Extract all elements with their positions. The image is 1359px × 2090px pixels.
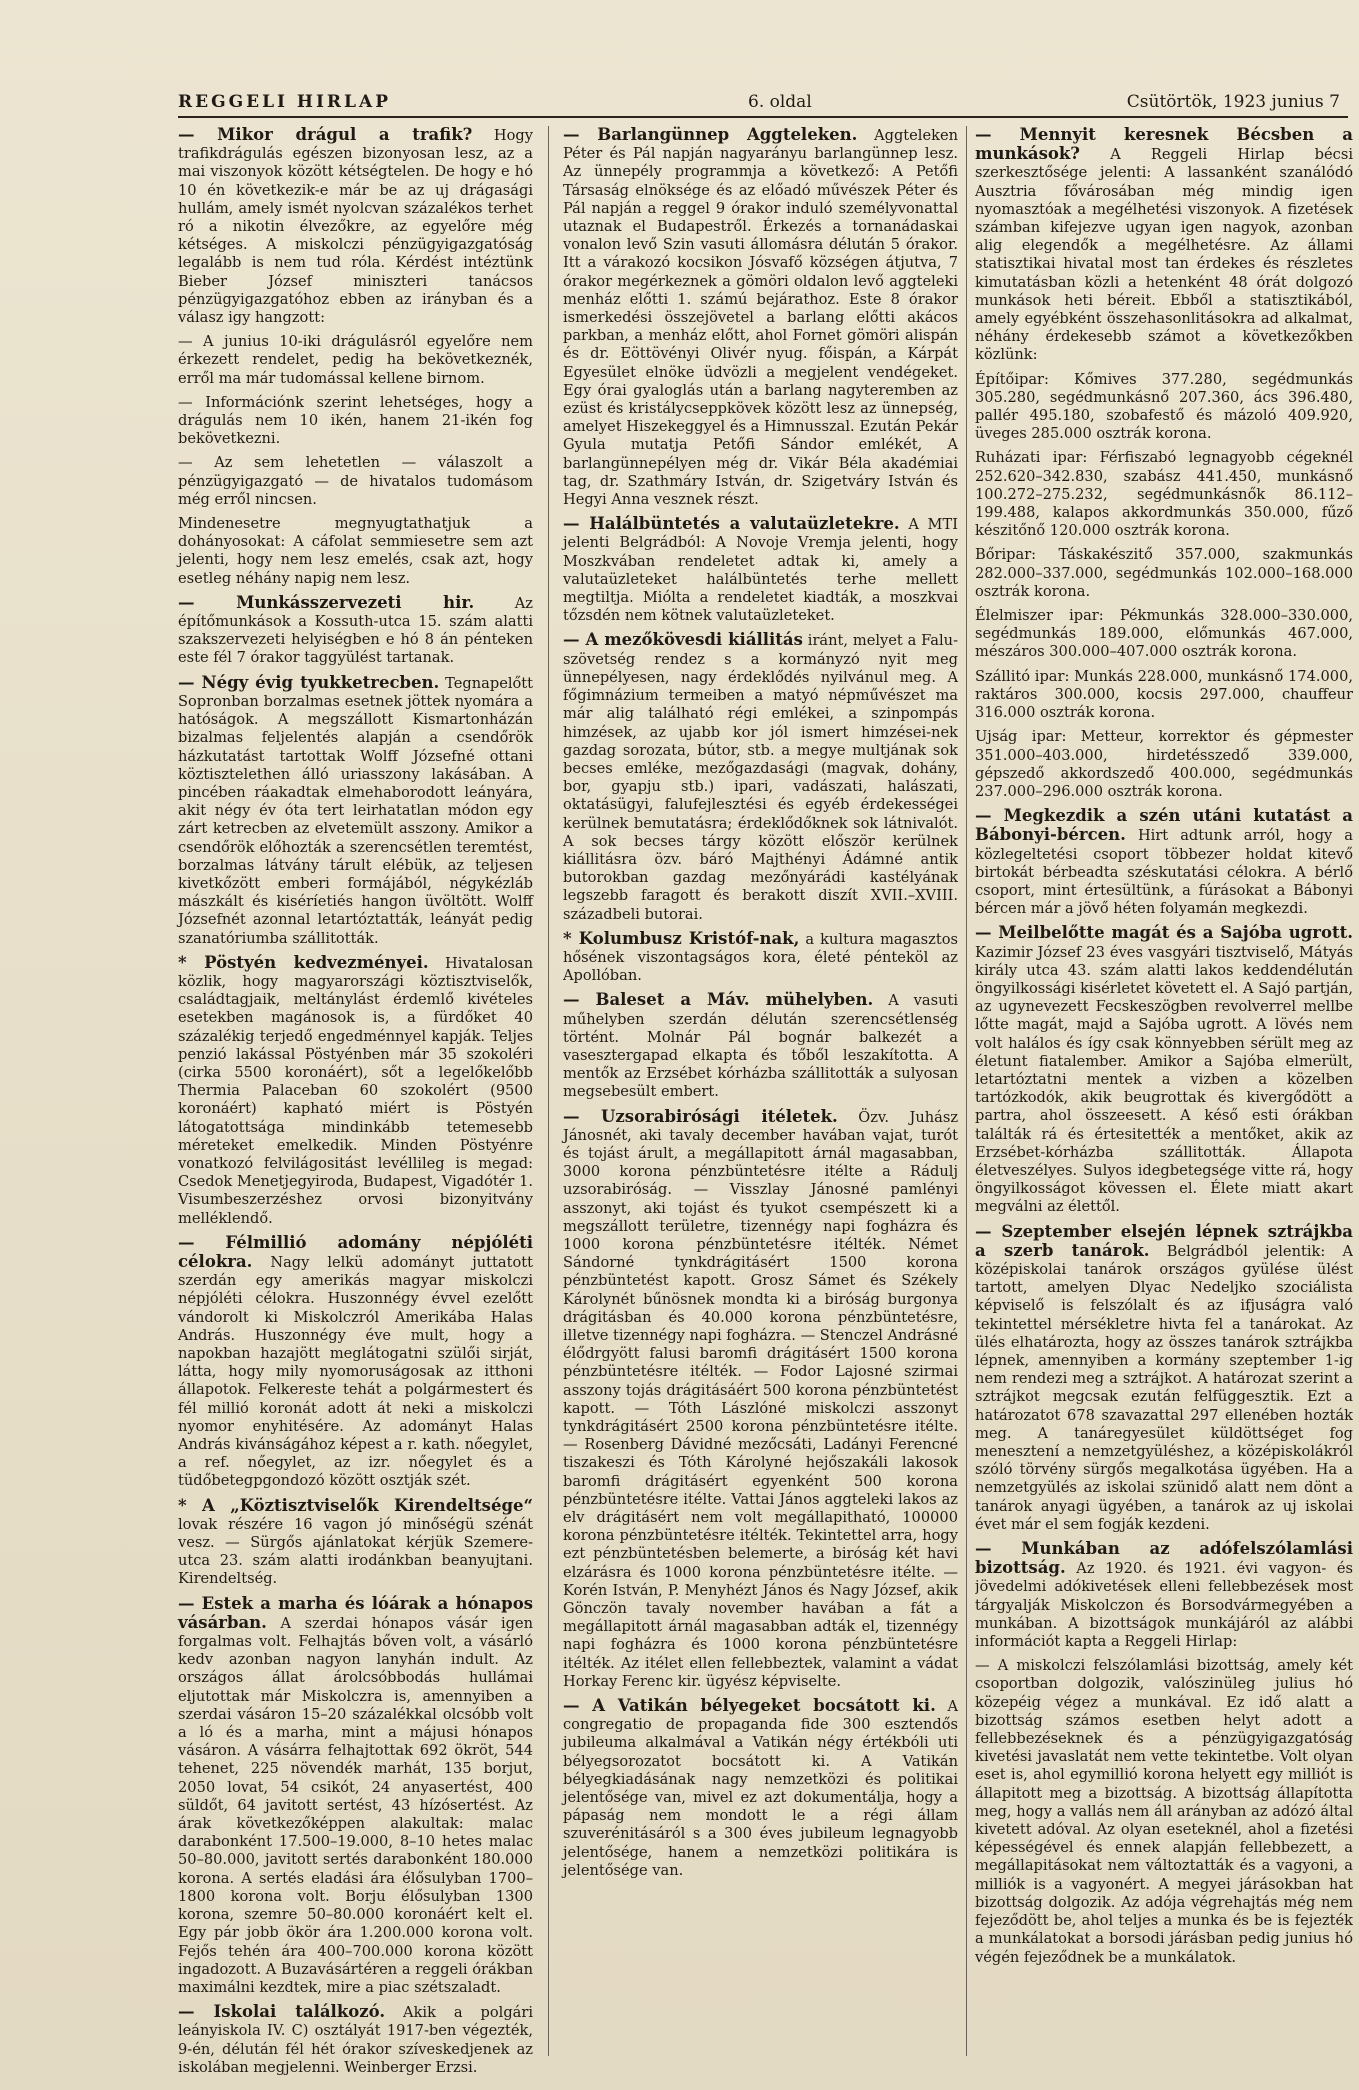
article <box>563 1697 958 1880</box>
article-headline: — Négy évig tyukketrecben. <box>178 672 440 692</box>
article <box>178 594 533 668</box>
article <box>178 1497 533 1589</box>
article-body: iránt, melyet a Falu-szövetség rendez s a kormányzó nyit meg ünnepélyesen, nagy érdeklődés nyilvánul meg. A főgimnázium termeiben a matyó népművészet ma már alig található régi emlékei, a szinpompás himzések, az ujabb kor jól ismert himzései-nek gazdag sorozata, bútor, stb. a megye multjának sok becses emléke, mezőgazdasági (magvak, dohány, bor, gyapju stb.) ipari, vadászati, halászati, oktatásügyi, falufejlesztési és egyéb érdekességei kerülnek bemutatásra; érdeklődőknek sok látnivalót. A sok becses tárgy között először kerülnek kiállitásra özv. báró Majthényi Ádámné antik butorokban gazdag mezőnyárádi kastélyának legszebb faragott és berakott diszít XVII.–XVIII. századbeli butorai. <box>563 632 958 923</box>
article <box>975 371 1353 444</box>
article <box>563 991 958 1101</box>
article-headline: — Mennyit keresnek Bécsben a munkások? <box>975 126 1353 164</box>
article-headline: * Kolumbusz Kristóf-nak, <box>563 928 800 948</box>
article-body: Hivatalosan közlik, hogy magyarországi köztisztviselők, családtagjaik, meltánylást érdemlő kivételes esetekben magánosok is, a fürdőket 40 százalékig terjedő engedménnyel kapják. Teljes penzió lakással Pöstyénben már 35 szokoléri (cirka 5500 koronáért), sőt a legelőkelőbb Thermia Palaceban 60 szokolért (9500 koronáért) kapható miért is Pöstyén látogatottsága mindinkább tetemesebb méreteket emelkedik. Minden Pöstyénre vonatkozó felvilágositást levéllileg is megad: Csedok Menetjegyiroda, Budapest, Vigadótér 1. Visumbeszerzéshez orvosi bizonyitvány melléklendő. <box>178 954 533 1227</box>
article-headline: — Estek a marha és lóárak a hónapos vásárban. <box>178 1593 533 1632</box>
article <box>975 607 1353 662</box>
article-body: A szerdai hónapos vásár igen forgalmas volt. Felhajtás bőven volt, a vásárló kedv azonban nagyon lanyhán indult. Az országos állat árolcsóbbodás hullámai eljutottak már Miskolczra is, amennyiben a szerdai vásáron 15–20 százalékkal olcsóbb volt a ló és a marha, mint a májusi hónapos vásáron. A vásárra felhajtottak 692 ökröt, 544 tehenet, 225 növendék marhát, 135 borjut, 2050 lovat, 54 csikót, 24 anyasertést, 400 süldőt, 64 javitott sertést, 43 hízósertést. Az árak következőképpen alakultak: malac darabonként 17.500–19.000, 8–10 hetes malac 50–80.000, javitott sertés darabonként 180.000 korona. A sertés eladási ára élősulyban 1700–1800 korona volt. Borju élősulyban 1300 korona, szemre 50–80.000 koronáért kelt el. Egy pár jobb ökör ára 1.200.000 korona volt. Fejős tehén ára 400–700.000 korona között ingadozott. A Buzavásártéren a reggeli órákban maximálni kezdtek, mire a piac szétszaladt. <box>178 1614 534 1996</box>
column-2 <box>563 126 958 1886</box>
article-body: A MTI jelenti Belgrádból: A Novoje Vremja jelenti, hogy Moszkvában rendeletet adtak ki, amely a valutaüzleteket halálbüntetés terhe mellett megtiltja. Miólta a rendeletet kiadták, a moszkvai tőzsdén nem kötnek valutaüzleteket. <box>563 516 959 625</box>
article <box>178 454 533 509</box>
column-divider <box>548 126 549 2056</box>
article-headline: — Iskolai találkozó. <box>178 2002 386 2022</box>
article-body: Ujság ipar: Metteur, korrektor és gépmester 351.000–403.000, hirdetésszedő 339.000, gépszedő akkordszedő 400.000, segédmunkás 237.000–296.000 osztrák korona. <box>975 728 1353 800</box>
article <box>975 924 1353 1216</box>
article-body: Az építőmunkások a Kossuth-utca 15. szám alatti szakszervezeti helyiségben e hó 8 án pénteken este fél 7 órakor taggyülést tartanak. <box>178 594 533 667</box>
article-body: Hogy trafikdrágulás egészen bizonyosan lesz, az a mai viszonyok között kétségtelen. De hogy e hó 10 én következik-e már be az uj drágasági hullám, amely ismét nyolcvan százalékos terhet ró a nikotin élvezőkre, az egyelőre még kétséges. A miskolczi pénzügyigazgatóság legalább is nem tud róla. Kérdést intéztünk Bieber József miniszteri tanácsos pénzügyigazgatóhoz ebben az irányban és a válasz igy hangzott: <box>178 127 533 327</box>
article-headline: — Munkásszervezeti hir. <box>178 592 475 612</box>
article <box>975 546 1353 601</box>
article-headline: — Munkában az adófelszólamlási bizottság. <box>975 1539 1353 1578</box>
article-body: Élelmiszer ipar: Pékmunkás 328.000–330.000, segédmunkás 189.000, előmunkás 467.000, mészáros 300.000–407.000 osztrák korona. <box>975 607 1353 661</box>
article <box>178 674 533 948</box>
article <box>178 2003 533 2077</box>
article-headline: — Uzsorabirósági itéletek. <box>563 1106 838 1126</box>
article-headline: — Szeptember elsején lépnek sztrájkba a szerb tanárok. <box>975 1221 1353 1260</box>
article-body: Bőripar: Táskakészitő 357.000, szakmunkás 282.000–337.000, segédmunkás 102.000–168.000 osztrák korona. <box>975 546 1353 600</box>
article <box>975 126 1353 365</box>
article-body: — A miskolczi felszólamlási bizottság, amely két csoportban dolgozik, valószinüleg julius hó közepéig végez a munkával. Ez idő alatt a bizottság számos esetben helyt adott a fellebbezéseknek és a pénzügyigazgatóság kivetési javaslatát nem vette tekintetbe. Volt olyan eset is, ahol egymillió korona helyett egy milliót is állapitott meg a bizottság. A bizottság állapította meg, hogy a vallás nem áll arányban az adózó által kivetett adóval. Az olyan eseteknél, ahol a fizetési képességével és ennek alapján fellebbezett, a megállapitásokat nem változtatták és a vagyoni, a milliók is a vagyonért. A megyei járásokban hat bizottság dolgozik. Az adója végrehajtás még nem fejeződött be, ahol teljes a munka és be is fejezték a munkálatokat a borsodi járásban pedig junius hó végén fejeződnek be a munkálatok. <box>975 1657 1353 1966</box>
article-headline: * A „Köztisztviselők Kirendeltsége“ <box>178 1495 533 1515</box>
newspaper-title: REGGELI HIRLAP <box>178 92 391 112</box>
page-number: 6. oldal <box>748 92 812 112</box>
column-3 <box>975 126 1353 2066</box>
article-body: Nagy lelkü adományt juttatott szerdán egy amerikás magyar miskolczi népjóléti célokra. Huszonnégy évvel ezelőtt vándorolt ki Miskolczról Amerikába Halas András. Huszonnégy éve mult, hogy a napokban hazajött meglátogatni szülői sirját, látta, hogy mily nyomoruságosak az itthoni állapotok. Felkereste tehát a polgármestert és fél millió koronát adott át neki a miskolczi nyomor enyhitésére. Az adományt Halas András kivánságához képest a r. kath. nőegylet, a ref. nőegylet, az izr. nőegylet és a tüdőbetegpgondozó között osztják szét. <box>178 1253 533 1490</box>
article-body: Özv. Juhász Jánosnét, aki tavaly december havában vajat, turót és tojást árult, a megállapitott árnál magasabban, 3000 korona pénzbüntetésre itélte a Rádulj uzsorabiróság. — Visszlay Jánosné pamlényi asszonyt, aki tojást és tyukot csempészett ki a megszállott területre, tizennégy napi fogházra és 1000 korona pénzbüntetésre itélték. Német Sándorné tynkdrágitásért 1500 korona pénzbüntetést kapott. Grosz Sámet és Székely Károlynét bűnösnek mondta ki a biróság burgonya drágitásban és 40.000 korona pénzbüntetésre, illetve tizennégy napi fogházra. — Stenczel Andrásné élődrgyött falusi baromfi drágitásért 1500 korona pénzbüntetésre itélték. — Fodor Lajosné szirmai asszony tojás drágitásáért 500 korona pénzbüntetést kapott. — Tóth Lászlóné miskolczi asszonyt tynkdrágitásért 2500 korona pénzbüntetésre itélte. — Rosenberg Dávidné mezőcsáti, Ladányi Ferencné tiszakeszi és Tóth Károlyné hejőszakáli lakosok baromfi drágitásért egyenként 500 korona pénzbüntetésre itélte. Vattai János aggteleki lakos az elv drágitásért nem volt megállapitható, 100000 korona pénzbüntetésre itélték. Tekintettel arra, hogy ezt pénzbüntetésben belemerte, a biróság két havi elzárásra és 1000 korona pénzbüntetésre itélte. — Korén István, P. Menyhézt János és Nagy József, akik Gönczön tavaly november havában a fát a megállapitott árnál magasabban adták el, tizennégy napi fogházra és 1000 korona pénzbüntetésre itélték. Az itélet ellen fellebbeztek, valamint a vádat Horkay Ferenc kir. ügyész képviselte. <box>563 1108 959 1690</box>
article-body: — A junius 10-iki drágulásról egyelőre nem érkezett rendelet, pedig ha bekövetkeznék, erről ma már tudomással kellene birnom. <box>178 333 533 387</box>
article <box>975 449 1353 540</box>
article <box>178 954 533 1228</box>
article-headline: * Pöstyén kedvezményei. <box>178 952 429 972</box>
article <box>975 1223 1353 1534</box>
article-body: a kultura magasztos hősének viszontagságos kora, életé pénteköl az Apollóban. <box>563 930 958 985</box>
article-headline: — Megkezdik a szén utáni kutatást a Bábonyi-bércen. <box>975 806 1353 845</box>
article-body: A vasuti műhelyben szerdán délután szerencsétlenség történt. Molnár Pál bognár balkezét a vasesztergapad elkapta és tőből leszakította. A mentők az Erzsébet kórházba szállitották a sulyosan megsebesült embert. <box>563 992 958 1101</box>
article-headline: — Barlangünnep Aggteleken. <box>563 125 858 144</box>
article <box>178 333 533 388</box>
article <box>563 1108 958 1692</box>
column-1 <box>178 126 533 2083</box>
article <box>975 1657 1353 1966</box>
article-body: Hirt adtunk arról, hogy a közlegeltetési csoport többezer holdat kitevő birtokát bérbeadta széskutatási célokra. A bérlő csoport, mint értesültünk, a fúrásokat a Bábonyi bércen már a jövő héten folyamán megkezdi. <box>975 827 1353 918</box>
article <box>178 515 533 588</box>
article-headline: — A mezőkövesdi kiállitás <box>563 630 803 650</box>
article-body: Az 1920. és 1921. évi vagyon- és jövedelmi adókivetések elleni fellebbezések most tárgyalják Miskolczon és Borsodvármegyében a munkában. A bizottságok munkájáról az alábbi információt kapta a Reggeli Hirlap: <box>975 1560 1353 1651</box>
article-body: Ruházati ipar: Férfiszabó legnagyobb cégeknél 252.620–342.830, szabász 441.450, munkásnő 100.272–275.232, segédmunkásnők 86.112–199.488, kalapos akkordmunkás 350.000, fűző készitőnő 120.000 osztrák korona. <box>975 449 1353 540</box>
article-body: Aggteleken Péter és Pál napján nagyarányu barlangünnep lesz. Az ünnepély programmja a következő: A Petőfi Társaság elnöksége és az előadó művészek Péter és Pál napján a reggel 9 órakor induló személyvonattal utaznak el Budapestről. Érkezés a tornanádaskai vonalon levő Szin vasuti állomásra délután 5 órakor. Itt a várakozó kocsikon Jósvafő községen átjutva, 7 órakor megérkeznek a gömöri oldalon levő aggteleki menház előtti 1. számú bejárathoz. Este 8 órakor ismerkedési összejövetel a barlang előtti akácos parkban, a menház előtt, ahol Fornet gömöri alispán és dr. Eöttövényi Olivér nyug. főispán, a Kárpát Egyesület elnöke üdvözli a megjelent vendégeket. Egy órai gyaloglás után a barlang nagyteremben az ezüst és kristálycseppkövek között lesz az ünnepség, amelyet Hiszekeggyel és a Himnusszal. Ezután Pekár Gyula mutatja Petőfi Sándor emlékét, A barlangünnepélyen még dr. Vikár Béla akadémiai tag, dr. Szathmáry István, dr. Szigetváry István és Hegyi Anna vesznek részt. <box>563 127 958 509</box>
article-headline: — Félmillió adomány népjóléti célokra. <box>178 1232 533 1271</box>
article <box>178 126 533 327</box>
article <box>563 126 958 509</box>
column-divider <box>966 126 967 2056</box>
article-body: lovak részére 16 vagon jó minőségü szénát vesz. — Sürgős ajánlatokat kérjük Szemere-utca 23. szám alatti irodánkban beanyujtani. Kirendeltség. <box>178 1515 533 1588</box>
article <box>563 631 958 923</box>
article <box>975 807 1353 918</box>
article <box>178 394 533 449</box>
article <box>178 1595 533 1997</box>
article-body: — Információnk szerint lehetséges, hogy a drágulás nem 10 ikén, hanem 21-ikén fog bekövetkezni. <box>178 393 533 448</box>
masthead <box>178 88 1348 118</box>
article-body: A Reggeli Hirlap bécsi szerkesztősége jelenti: A lassanként szanálódó Ausztria fővárosában még mindig igen nyomasztóak a megélhetési viszonyok. A fizetések számban kifejezve ugyan igen nagyok, azonban alig elegendők a megélhetésre. Az állami statisztikai hivatal most tan érdekes és részletes kimutatásban közli a hetenként 48 órát dolgozó munkások heti béreit. Ebből a statisztikából, amely egyébként összehasonlitásokra ad alkalmat, néhány érdekesebb számot a következőkben közlünk: <box>975 146 1353 364</box>
article-body: Szállitó ipar: Munkás 228.000, munkásnő 174.000, raktáros 300.000, kocsis 297.000, chauffeur 316.000 osztrák korona. <box>975 667 1353 722</box>
article-headline: — Halálbüntetés a valutaüzletekre. <box>563 514 900 534</box>
article-body: Akik a polgári leányiskola IV. C) osztályát 1917-ben végezték, 9-én, délután fél hét órakor szíveskedjenek az iskolában megjelenni. Weinberger Erzsi. <box>178 2004 534 2076</box>
article-headline: — Mikor drágul a trafik? <box>178 125 473 144</box>
article-body: — Az sem lehetetlen — válaszolt a pénzügyigazgató — de hivatalos tudomásom még erről nincsen. <box>178 454 533 508</box>
article-body: Építőipar: Kőmives 377.280, segédmunkás 305.280, segédmunkásnő 207.360, ács 396.480, pallér 495.180, szobafestő és mázoló 409.920, üveges 285.000 osztrák korona. <box>975 370 1353 443</box>
article <box>178 1234 533 1491</box>
article <box>975 1540 1353 1651</box>
article <box>975 668 1353 723</box>
issue-date: Csütörtök, 1923 junius 7 <box>1126 92 1340 112</box>
article-body: Kazimir József 23 éves vasgyári tisztviselő, Mátyás király utca 43. szám alatti lakos keddendélután öngyilkossági kisérletet követett el. A Sajó partján, az ugynevezett Fecskeszögben revolverrel mellbe lőtte magát, majd a Sajóba ugrott. A lövés nem volt halálos és így csak könnyebben sérült meg az életunt fiatalember. Amikor a Sajóba elmerült, letartóztatni mentek a vizben a közelben tartózkodók, akik beugrottak és kivergődött a partra, ahol összeesett. A késő esti órákban találták rá és értesitették a mentőket, akik az Erzsébet-kórházba szállitották. Állapota életveszélyes. Sulyos idegbetegsége vitte rá, hogy öngyilkosságot kövessen el. Élete miatt akart megválni az élettől. <box>975 943 1353 1216</box>
article <box>563 515 958 625</box>
article-headline: — Meilbelőtte magát és a Sajóba ugrott. <box>975 923 1353 943</box>
article-body: Belgrádból jelentik: A középiskolai tanárok országos gyülése ülést tartott, amelyen Dlyac Nedeljko szociálista képviselő is felszólalt és az ifjuságra való tekintettel mérsékletre hivta fel a tanárokat. Az ülés elhatározta, hogy az összes tanárok sztrájkba lépnek, amennyiben a kormány szeptember 1-ig nem rendezi meg a sztrájkot. A határozat szerint a sztrájkot megcsak ezután felfüggesztik. Ezt a határozatot 678 szavazattal 297 ellenében hozták meg. A tanáregyesület küldöttséget fog menesztení a nemzetgyüléshez, a középiskolákról szóló törvény sürgős megalkotása ügyében. Ha a nemzetgyülés az iskolai szünidő alatt nem dönt a tanárok anyagi ügyében, a tanárok az uj iskolai évet már el sem fogják kezdeni. <box>975 1242 1353 1533</box>
article-body: Mindenesetre megnyugtathatjuk a dohányosokat: A cáfolat semmiesetre sem azt jelenti, hogy nem lesz emelés, csak azt, hogy esetleg néhány napig nem lesz. <box>178 515 533 587</box>
article-headline: — A Vatikán bélyegeket bocsátott ki. <box>563 1696 936 1716</box>
article <box>563 930 958 986</box>
article-body: Tegnapelőtt Sopronban borzalmas esetnek jöttek nyomára a hatóságok. A megszállott Kismartonházán bizalmas feljelentés alapján a csendőrök házkutatást tartottak Wolff Józsefné ottani köztisztelethen álló uriasszony lakásában. A pincében ráakadtak elmehaborodott leányára, akit négy év óta tert leirhatatlan módon egy zárt ketrecben az elvetemült asszony. Amikor a csendőrök előhozták a szerencsétlen teremtést, borzalmas látvány tárult elébük, az teljesen kivetkőzött emberi formájából, négykézláb mászkált és kiséríetiés hangon üvöltött. Wolff Józsefnét azonnal letartóztatták, leányát pedig szanatóriumba szállitották. <box>178 674 534 947</box>
article <box>975 728 1353 801</box>
article-headline: — Baleset a Máv. mühelyben. <box>563 990 874 1010</box>
article-body: A congregatio de propaganda fide 300 esztendős jubileuma alkalmával a Vatikán négy értékbóli uti bélyegsorozatot bocsátott ki. A Vatikán bélyegkiadásának nagy nemzetközi és politikai jelentősége van, mivel ez azt dokumentálja, hogy a pápaság nem mondott le a régi állam szuverénitásáról s a 300 éves jubileum legnagyobb jelentősége, hanem a nemzetközi politikára is jelentősége van. <box>563 1698 959 1879</box>
